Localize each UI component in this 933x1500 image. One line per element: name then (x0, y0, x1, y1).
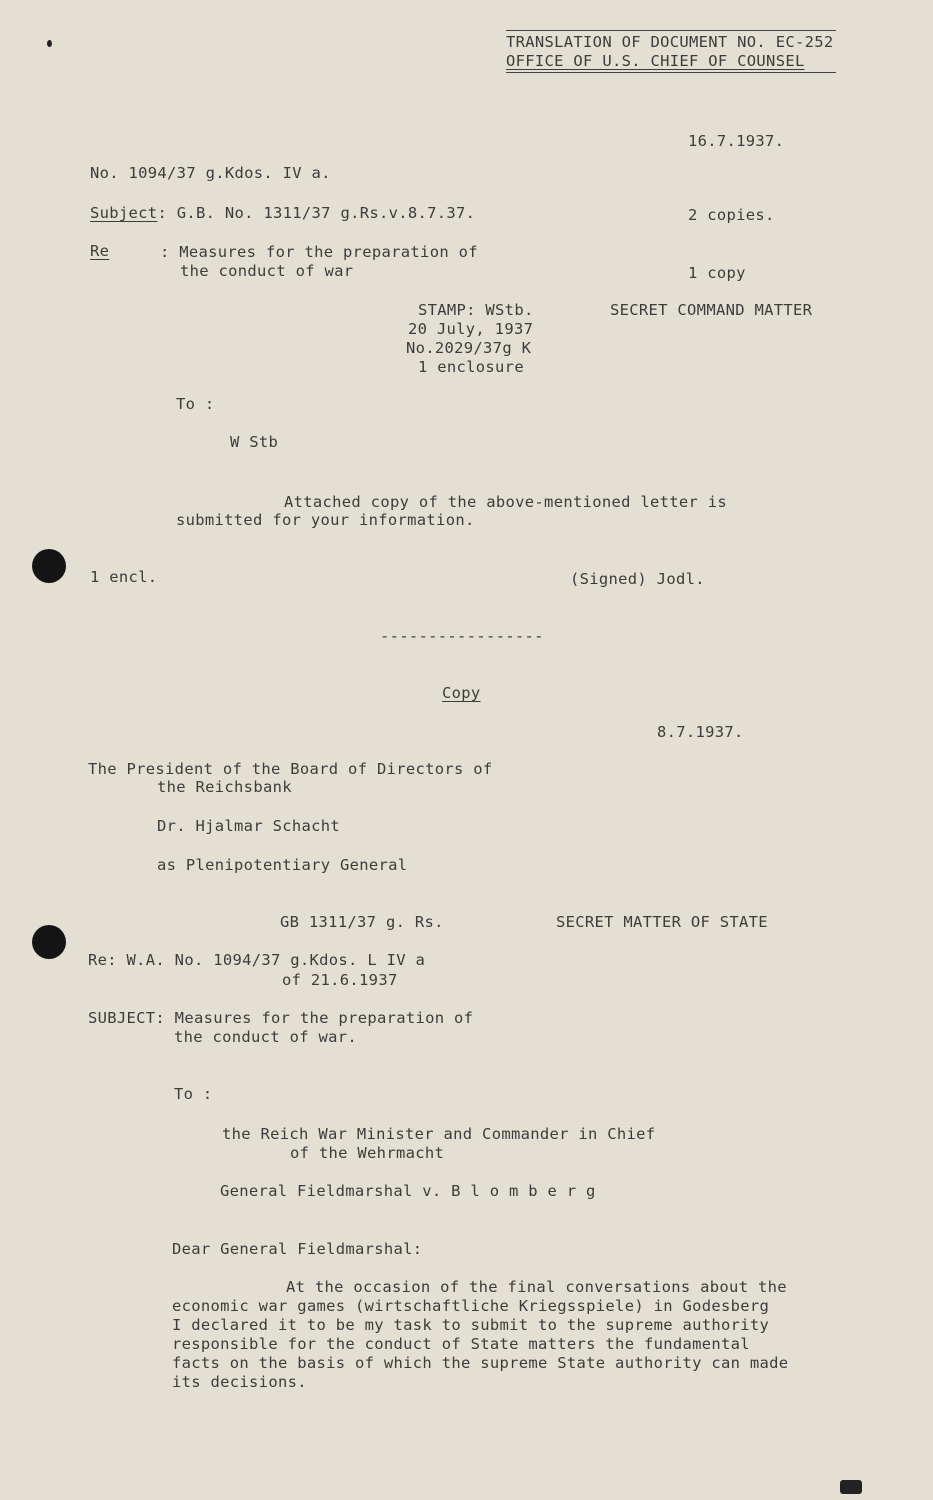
memo-number: No. 1094/37 g.Kdos. IV a. (90, 164, 331, 182)
stamp-line-4: 1 enclosure (418, 358, 524, 376)
paragraph-line-6: its decisions. (172, 1373, 307, 1391)
letter-re-line-2: of 21.6.1937 (282, 971, 398, 989)
punch-hole-bottom (32, 925, 66, 959)
header-line-2: OFFICE OF U.S. CHIEF OF COUNSEL (506, 52, 805, 70)
header-top-rule (506, 30, 836, 31)
re-line-1: : Measures for the preparation of (160, 243, 478, 261)
copy-count: 1 copy (688, 264, 746, 282)
copy-label: Copy (442, 684, 481, 702)
memo-to-recipient: W Stb (230, 433, 279, 451)
separator: ----------------- (380, 627, 544, 645)
memo-subject (90, 204, 475, 223)
memo-to-label: To : (176, 395, 215, 413)
paragraph-line-5: facts on the basis of which the supreme State authority can made (172, 1354, 789, 1372)
reference-number: GB 1311/37 g. Rs. (280, 913, 444, 931)
stamp-line-2: 20 July, 1937 (408, 320, 534, 338)
letter-classification: SECRET MATTER OF STATE (556, 913, 768, 931)
letter-to-label: To : (174, 1085, 213, 1103)
enclosure-note: 1 encl. (90, 568, 158, 586)
signature: (Signed) Jodl. (570, 570, 705, 588)
salutation: Dear General Fieldmarshal: (172, 1240, 423, 1258)
sender-line-2: the Reichsbank (157, 778, 292, 796)
memo-date: 16.7.1937. (688, 132, 785, 150)
memo-body-line-1: Attached copy of the above-mentioned letter is (284, 493, 728, 511)
paragraph-line-4: responsible for the conduct of State matters the fundamental (172, 1335, 750, 1353)
sender-role: as Plenipotentiary General (157, 856, 408, 874)
re-line-2: the conduct of war (180, 262, 354, 280)
sender-line-1: The President of the Board of Directors of (88, 760, 493, 778)
subject-text: : G.B. No. 1311/37 g.Rs.v.8.7.37. (157, 204, 476, 222)
header-bottom-rule (506, 72, 836, 73)
stamp-line-3: No.2029/37g K (406, 339, 532, 357)
ink-speck (840, 1480, 862, 1494)
recipient-line-1: the Reich War Minister and Commander in Chief (222, 1125, 656, 1143)
paragraph-line-1: At the occasion of the final conversations about the (286, 1278, 787, 1296)
letter-subject-line-1: SUBJECT: Measures for the preparation of (88, 1009, 474, 1027)
recipient-name: General Fieldmarshal v. B l o m b e r g (220, 1182, 596, 1200)
paragraph-line-3: I declared it to be my task to submit to the supreme authority (172, 1316, 770, 1334)
header-line-1: TRANSLATION OF DOCUMENT NO. EC-252 (506, 33, 834, 51)
letter-subject-line-2: the conduct of war. (174, 1028, 358, 1046)
memo-body-line-2: submitted for your information. (176, 511, 475, 529)
paragraph-line-2: economic war games (wirtschaftliche Kriegsspiele) in Godesberg (172, 1297, 770, 1315)
memo-copies: 2 copies. (688, 206, 775, 224)
recipient-line-2: of the Wehrmacht (290, 1144, 445, 1162)
sender-name: Dr. Hjalmar Schacht (157, 817, 341, 835)
copy-date: 8.7.1937. (657, 723, 744, 741)
punch-hole-top (32, 549, 66, 583)
letter-re-line-1: Re: W.A. No. 1094/37 g.Kdos. L IV a (88, 951, 426, 969)
stamp-line-1: STAMP: WStb. (418, 301, 534, 319)
memo-classification: SECRET COMMAND MATTER (610, 301, 813, 319)
re-label: Re (90, 242, 110, 260)
subject-label: Subject (90, 204, 158, 222)
ink-speck (47, 40, 52, 47)
